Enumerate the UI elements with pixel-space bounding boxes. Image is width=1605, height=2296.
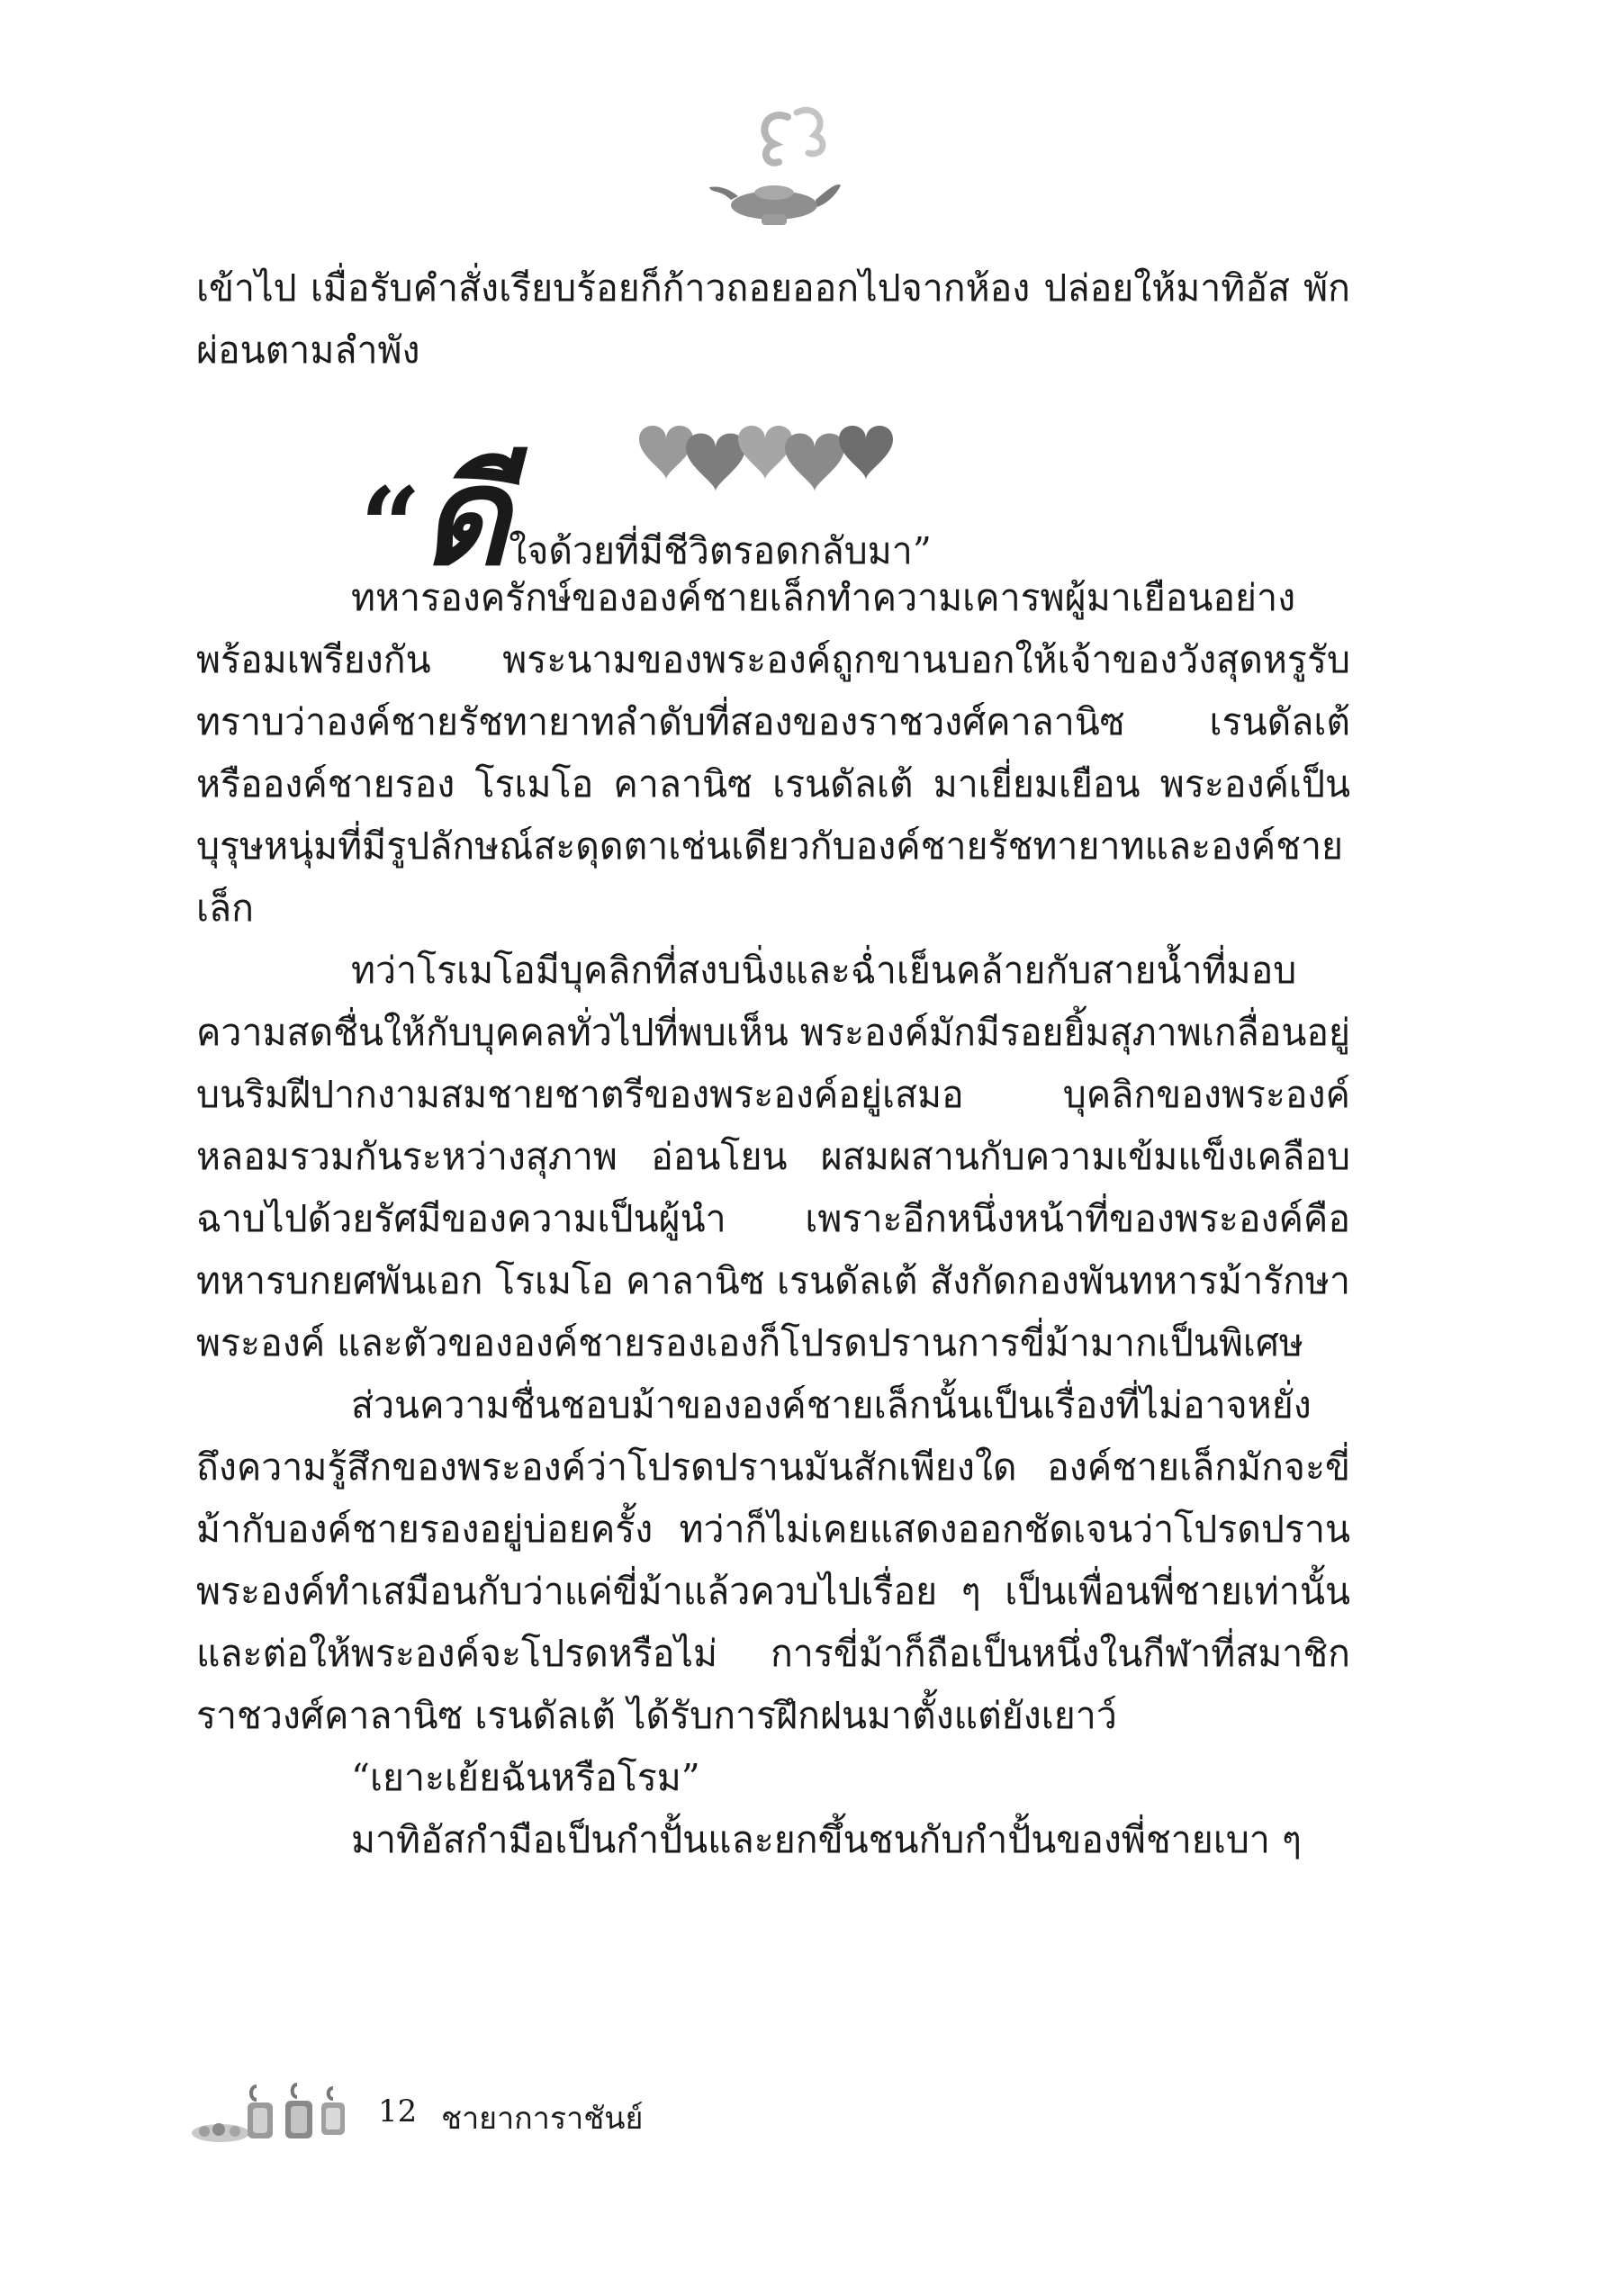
dialogue-opening [360, 439, 932, 596]
paragraph: ทหารองครักษ์ขององค์ชายเล็กทำความเคารพผู้มาเยือนอย่างพร้อมเพรียงกัน พระนามของพระองค์ถูกขานบอกให้เจ้าของวังสุดหรูรับทราบว่าองค์ชายรัชทายาทลำดับที่สองของราชวงศ์คาลานิซ เรนดัลเต้ หรือองค์ชายรอง โรเมโอ คาลานิซ เรนดัลเต้ มาเยี่ยมเยือน พระองค์เป็นบุรุษหนุ่มที่มีรูปลักษณ์สะดุดตาเช่นเดียวกับองค์ชายรัชทายาทและองค์ชายเล็ก [196, 576, 1350, 930]
page-footer [185, 2077, 725, 2158]
magic-lamp-icon [702, 99, 846, 234]
paragraph: ส่วนความชื่นชอบม้าขององค์ชายเล็กนั้นเป็นเรื่องที่ไม่อาจหยั่งถึงความรู้สึกของพระองค์ว่าโปรดปรานมันสักเพียงใด องค์ชายเล็กมักจะขี่ม้ากับองค์ชายรองอยู่บ่อยครั้ง ทว่าก็ไม่เคยแสดงออกชัดเจนว่าโปรดปราน พระองค์ทำเสมือนกับว่าแค่ขี่ม้าแล้วควบไปเรื่อย ๆ เป็นเพื่อนพี่ชายเท่านั้น และต่อให้พระองค์จะโปรดหรือไม่ การขี่ม้าก็ถือเป็นหนึ่งในกีฬาที่สมาชิกราชวงศ์คาลานิซ เรนดัลเต้ ได้รับการฝึกฝนมาตั้งแต่ยังเยาว์ [196, 1383, 1350, 1737]
dropcap-letter: ดี [420, 439, 509, 596]
dropcap-quote-mark: “ [360, 464, 421, 589]
page-number: 12 [378, 2093, 418, 2129]
jewelry-ornament-icon [185, 2077, 351, 2158]
book-title: ชายาการาชันย์ [441, 2101, 644, 2137]
paragraph: “เยาะเย้ยฉันหรือโรม” [351, 1756, 700, 1799]
dialogue-opening-text: ใจด้วยที่มีชีวิตรอดกลับมา” [509, 529, 932, 572]
paragraph: มาทิอัสกำมือเป็นกำปั้นและยกขึ้นชนกับกำปั้นของพี่ชายเบา ๆ [351, 1818, 1302, 1861]
body-text [196, 567, 1350, 1871]
intro-text: เข้าไป เมื่อรับคำสั่งเรียบร้อยก็ก้าวถอยออกไปจากห้อง ปล่อยให้มาทิอัส พักผ่อนตามลำพัง [196, 266, 1350, 372]
intro-paragraph [196, 257, 1350, 382]
paragraph: ทว่าโรเมโอมีบุคลิกที่สงบนิ่งและฉ่ำเย็นคล้ายกับสายน้ำที่มอบความสดชื่นให้กับบุคคลทั่วไปที่พบเห็น พระองค์มักมีรอยยิ้มสุภาพเกลื่อนอยู่บนริมฝีปากงามสมชายชาตรีของพระองค์อยู่เสมอ บุคลิกของพระองค์หลอมรวมกันระหว่างสุภาพ อ่อนโยน ผสมผสานกับความเข้มแข็งเคลือบฉาบไปด้วยรัศมีของความเป็นผู้นำ เพราะอีกหนึ่งหน้าที่ของพระองค์คือทหารบกยศพันเอก โรเมโอ คาลานิซ เรนดัลเต้ สังกัดกองพันทหารม้ารักษาพระองค์ และตัวขององค์ชายรองเองก็โปรดปรานการขี่ม้ามากเป็นพิเศษ [196, 949, 1350, 1364]
